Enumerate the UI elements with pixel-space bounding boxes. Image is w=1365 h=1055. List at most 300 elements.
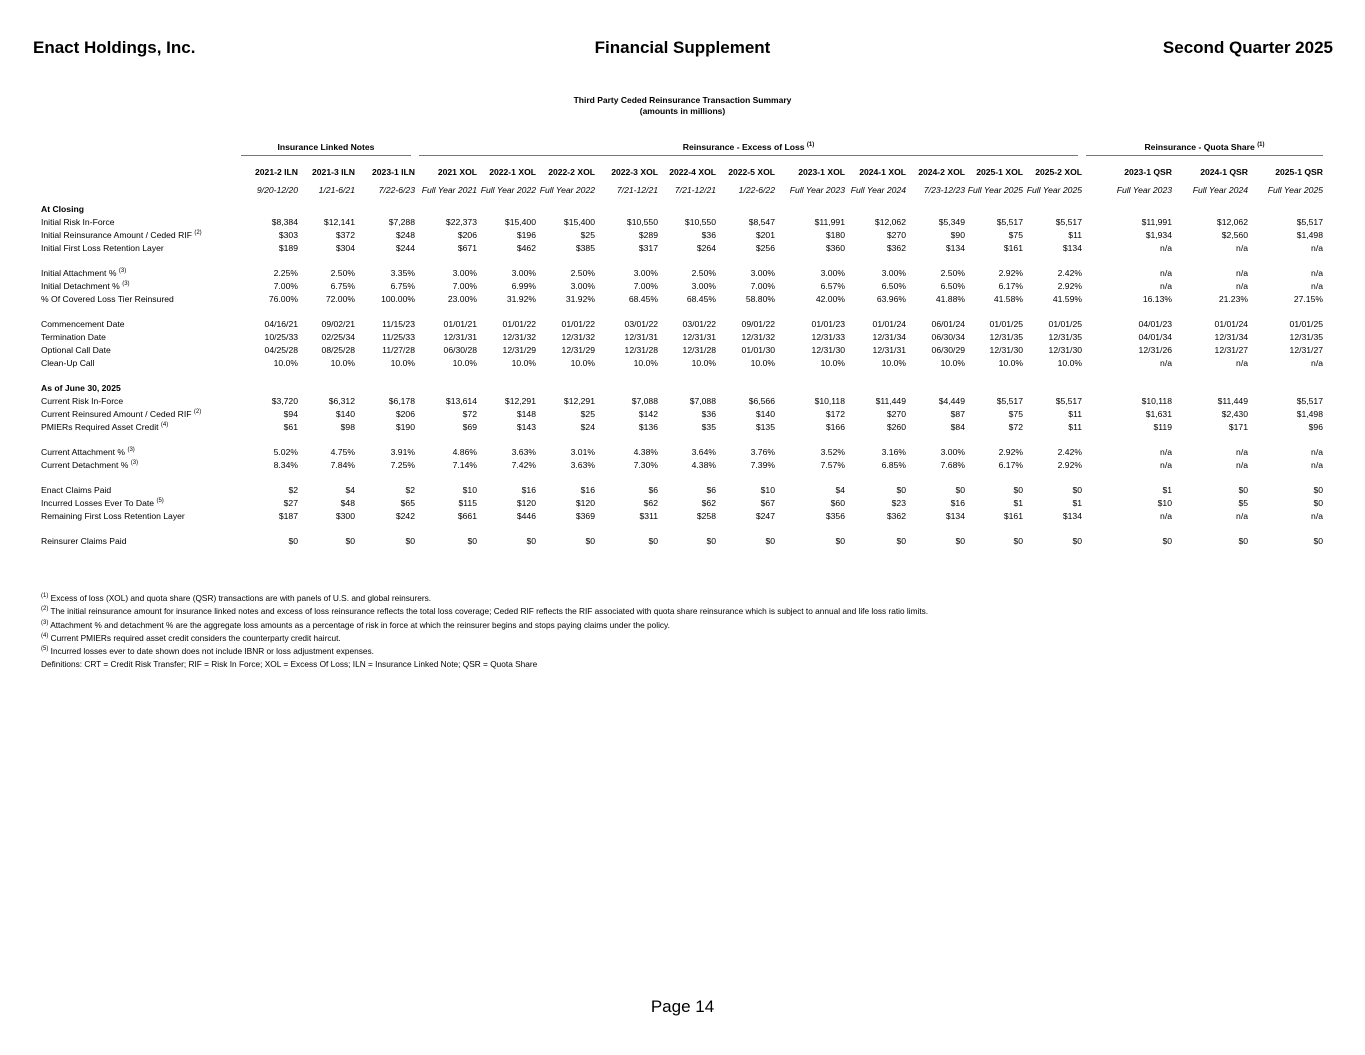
table-cell: 10.0% <box>750 358 775 368</box>
table-cell: $362 <box>886 511 906 521</box>
table-cell: 27.15% <box>1293 294 1323 304</box>
footnote <box>41 592 928 605</box>
table-title: Third Party Ceded Reinsurance Transaction Summary <box>573 95 792 105</box>
table-cell: 6.99% <box>511 281 536 291</box>
table-cell: $190 <box>395 422 415 432</box>
table-cell: 6.75% <box>390 281 415 291</box>
table-row <box>41 534 1323 547</box>
table-cell: $10 <box>462 485 477 495</box>
table-cell: 6.50% <box>940 281 965 291</box>
row-label <box>41 266 241 279</box>
table-cell: $67 <box>760 498 775 508</box>
table-cell: 10.0% <box>820 358 845 368</box>
company-name: Enact Holdings, Inc. <box>33 38 196 57</box>
table-cell: $134 <box>945 511 965 521</box>
column-header: 2024-1 XOL <box>859 167 906 177</box>
footnote <box>41 658 928 671</box>
table-cell: 01/01/22 <box>561 319 595 329</box>
table-cell: 12/31/33 <box>811 332 845 342</box>
table-cell: $1 <box>1162 485 1172 495</box>
table-cell: $2,430 <box>1221 409 1248 419</box>
section-heading-row <box>41 202 1323 215</box>
table-row <box>41 483 1323 496</box>
footnote-ref: (3) <box>130 460 139 466</box>
table-cell: 12/31/31 <box>443 332 477 342</box>
row-label-text: Optional Call Date <box>41 345 111 355</box>
blank-cell <box>41 471 1323 483</box>
table-cell: $25 <box>580 230 595 240</box>
table-cell: $7,088 <box>689 396 716 406</box>
table-cell: $62 <box>701 498 716 508</box>
table-cell: 6.17% <box>998 460 1023 470</box>
table-cell: $148 <box>516 409 536 419</box>
table-cell: $11,991 <box>1141 217 1172 227</box>
table-cell: n/a <box>1160 460 1172 470</box>
blank-cell <box>41 156 241 179</box>
column-period: Full Year 2023 <box>1116 184 1172 195</box>
table-cell: $1,934 <box>1145 230 1172 240</box>
table-cell: $10 <box>1157 498 1172 508</box>
table-cell: 10.0% <box>998 358 1023 368</box>
spacer-row <box>41 254 1323 266</box>
table-cell: $300 <box>335 511 355 521</box>
table-cell: $4 <box>835 485 845 495</box>
row-label <box>41 509 241 522</box>
table-cell: $372 <box>335 230 355 240</box>
row-label-text: PMIERs Required Asset Credit <box>41 422 159 432</box>
table-cell: 2.42% <box>1057 268 1082 278</box>
table-cell: $12,062 <box>1216 217 1248 227</box>
table-cell: $2 <box>405 485 415 495</box>
table-cell: n/a <box>1160 268 1172 278</box>
column-header: 2021-3 ILN <box>312 167 355 177</box>
footnote-text: The initial reinsurance amount for insurance linked notes and excess of loss reinsurance reflects the total loss coverage; Ceded RIF reflects the RIF associated with quota share reinsurance which is subject to annual and life loss ratio limits. <box>50 606 929 617</box>
table-cell: n/a <box>1311 511 1323 521</box>
table-cell: $10,118 <box>814 396 845 406</box>
table-cell: $6 <box>706 485 716 495</box>
table-cell: $84 <box>950 422 965 432</box>
table-cell: 2.50% <box>570 268 595 278</box>
column-name-row <box>41 156 1323 179</box>
section-heading: As of June 30, 2025 <box>41 383 121 393</box>
table-cell: $3,720 <box>271 396 298 406</box>
table-cell: 12/31/29 <box>502 345 536 355</box>
table-cell: 23.00% <box>447 294 477 304</box>
table-cell: $7,088 <box>631 396 658 406</box>
table-cell: 09/02/21 <box>321 319 355 329</box>
table-cell: 08/25/28 <box>321 345 355 355</box>
table-row <box>41 407 1323 420</box>
table-cell: $180 <box>825 230 845 240</box>
table-cell: $134 <box>1062 243 1082 253</box>
spacer-row <box>41 522 1323 534</box>
table-cell: 7.84% <box>330 460 355 470</box>
table-cell: 11/27/28 <box>382 345 415 355</box>
column-period: Full Year 2022 <box>480 184 536 195</box>
table-row <box>41 445 1323 458</box>
column-header: 2023-1 ILN <box>372 167 415 177</box>
table-cell: 2.50% <box>691 268 716 278</box>
table-cell: 12/31/31 <box>682 332 716 342</box>
row-label-text: Initial Risk In-Force <box>41 217 115 227</box>
table-cell: $115 <box>458 498 477 508</box>
table-cell: 01/01/21 <box>443 319 477 329</box>
table-cell: 10.0% <box>330 358 355 368</box>
table-cell: 6.50% <box>881 281 906 291</box>
table-cell: $140 <box>755 409 775 419</box>
row-label-text: Initial First Loss Retention Layer <box>41 243 164 253</box>
column-period: Full Year 2022 <box>539 184 595 195</box>
table-cell: $0 <box>526 536 536 546</box>
table-cell: $0 <box>1313 485 1323 495</box>
footnote-ref: (3) <box>127 447 135 453</box>
table-cell: $98 <box>340 422 355 432</box>
table-cell: 7.14% <box>452 460 477 470</box>
table-cell: 01/01/24 <box>1214 319 1248 329</box>
table-cell: $4 <box>345 485 355 495</box>
table-cell: n/a <box>1236 268 1248 278</box>
table-cell: $94 <box>283 409 298 419</box>
table-cell: $671 <box>457 243 477 253</box>
column-period-row <box>41 178 1323 202</box>
table-cell: $140 <box>335 409 355 419</box>
row-label <box>41 292 241 305</box>
footnote-ref: (2) <box>194 230 202 236</box>
table-cell: $65 <box>400 498 415 508</box>
table-cell: 01/01/24 <box>872 319 906 329</box>
table-cell: $69 <box>462 422 477 432</box>
table-cell: $90 <box>950 230 965 240</box>
table-row <box>41 343 1323 356</box>
table-cell: $72 <box>462 409 477 419</box>
table-row <box>41 458 1323 471</box>
column-header: 2025-1 QSR <box>1275 167 1323 177</box>
table-cell: 6.57% <box>820 281 845 291</box>
table-cell: 3.00% <box>750 268 775 278</box>
table-cell: 58.80% <box>745 294 775 304</box>
section-heading-row <box>41 381 1323 394</box>
column-period: Full Year 2023 <box>789 184 845 195</box>
table-cell: 01/01/30 <box>741 345 775 355</box>
group-header <box>241 139 415 156</box>
table-cell: 3.52% <box>820 447 845 457</box>
table-cell: 4.38% <box>691 460 716 470</box>
table-cell: $0 <box>288 536 298 546</box>
table-cell: 10.0% <box>452 358 477 368</box>
table-cell: 12/31/30 <box>1048 345 1082 355</box>
table-cell: 4.75% <box>330 447 355 457</box>
table-cell: $16 <box>950 498 965 508</box>
table-row <box>41 420 1323 433</box>
row-label <box>41 483 241 496</box>
table-cell: $196 <box>516 230 536 240</box>
table-cell: $24 <box>580 422 595 432</box>
table-cell: 3.00% <box>511 268 536 278</box>
table-cell: $0 <box>467 536 477 546</box>
column-header: 2025-2 XOL <box>1035 167 1082 177</box>
table-cell: $13,614 <box>445 396 477 406</box>
column-header: 2023-1 QSR <box>1124 167 1172 177</box>
table-cell: n/a <box>1311 460 1323 470</box>
table-cell: $161 <box>1003 511 1023 521</box>
row-label-text: Initial Reinsurance Amount / Ceded RIF <box>41 230 192 240</box>
column-period: Full Year 2025 <box>1267 184 1323 195</box>
table-cell: $12,141 <box>323 217 355 227</box>
table-cell: $134 <box>945 243 965 253</box>
table-cell: $244 <box>395 243 415 253</box>
table-cell: 42.00% <box>815 294 845 304</box>
table-cell: 12/31/30 <box>811 345 845 355</box>
column-period: 7/21-12/21 <box>616 184 658 195</box>
table-cell: 12/31/31 <box>872 345 906 355</box>
table-cell: 12/31/32 <box>561 332 595 342</box>
table-cell: $462 <box>516 243 536 253</box>
table-cell: 3.00% <box>940 447 965 457</box>
table-cell: 01/01/25 <box>989 319 1023 329</box>
table-subtitle: (amounts in millions) <box>639 106 726 116</box>
table-cell: $242 <box>395 511 415 521</box>
document-title: Financial Supplement <box>594 38 771 57</box>
table-cell: 21.23% <box>1218 294 1248 304</box>
table-cell: 3.01% <box>570 447 595 457</box>
table-cell: 04/16/21 <box>264 319 298 329</box>
table-cell: n/a <box>1236 243 1248 253</box>
column-period: 7/23-12/23 <box>923 184 965 195</box>
table-cell: 11/25/33 <box>382 332 415 342</box>
table-cell: $661 <box>457 511 477 521</box>
table-row <box>41 330 1323 343</box>
table-cell: 3.00% <box>633 268 658 278</box>
row-label <box>41 356 241 369</box>
table-cell: 12/31/27 <box>1214 345 1248 355</box>
column-period: Full Year 2024 <box>1192 184 1248 195</box>
table-row <box>41 241 1323 254</box>
table-cell: $1,631 <box>1145 409 1172 419</box>
spacer-row <box>41 433 1323 445</box>
table-cell: $5 <box>1238 498 1248 508</box>
table-cell: 12/31/28 <box>682 345 716 355</box>
table-cell: 4.38% <box>633 447 658 457</box>
table-cell: 12/31/34 <box>872 332 906 342</box>
table-cell: 2.92% <box>998 268 1023 278</box>
table-cell: 06/01/24 <box>931 319 965 329</box>
blank-cell <box>41 305 1323 317</box>
table-cell: $12,062 <box>874 217 906 227</box>
table-row <box>41 356 1323 369</box>
blank-cell <box>41 139 241 156</box>
table-cell: 7.57% <box>820 460 845 470</box>
table-cell: $248 <box>395 230 415 240</box>
footnote-ref: (4) <box>160 422 169 428</box>
table-cell: 12/31/27 <box>1289 345 1323 355</box>
footnote-ref: (3) <box>41 619 49 626</box>
table-row <box>41 292 1323 305</box>
column-period: Full Year 2021 <box>421 184 477 195</box>
table-cell: $385 <box>575 243 595 253</box>
table-cell: $0 <box>955 485 965 495</box>
row-label-text: Remaining First Loss Retention Layer <box>41 511 185 521</box>
table-cell: $356 <box>825 511 845 521</box>
table-cell: n/a <box>1311 268 1323 278</box>
table-cell: $0 <box>1238 485 1248 495</box>
table-cell: 03/01/22 <box>682 319 716 329</box>
table-cell: $75 <box>1008 409 1023 419</box>
table-cell: 3.35% <box>390 268 415 278</box>
table-cell: $5,349 <box>938 217 965 227</box>
table-cell: 01/01/23 <box>811 319 845 329</box>
table-cell: $7,288 <box>388 217 415 227</box>
table-cell: $5,517 <box>996 396 1023 406</box>
table-cell: $0 <box>835 536 845 546</box>
footnote-text: Incurred losses ever to date shown does not include IBNR or loss adjustment expenses. <box>50 646 374 657</box>
table-cell: $258 <box>696 511 716 521</box>
table-cell: $0 <box>1072 536 1082 546</box>
table-cell: $0 <box>1313 498 1323 508</box>
table-cell: 6.75% <box>330 281 355 291</box>
table-cell: $6,312 <box>328 396 355 406</box>
table-cell: 10.0% <box>390 358 415 368</box>
column-header: 2024-2 XOL <box>918 167 965 177</box>
table-cell: n/a <box>1236 511 1248 521</box>
table-cell: $360 <box>825 243 845 253</box>
table-cell: 7.68% <box>940 460 965 470</box>
table-cell: 12/31/32 <box>741 332 775 342</box>
table-cell: 7.00% <box>750 281 775 291</box>
table-cell: 3.00% <box>452 268 477 278</box>
group-header <box>415 139 1082 156</box>
footnote-ref: (2) <box>41 606 49 613</box>
row-label <box>41 343 241 356</box>
table-cell: $11,449 <box>875 396 906 406</box>
row-label-text: Current Attachment % <box>41 447 126 457</box>
table-cell: $0 <box>585 536 595 546</box>
row-label <box>41 445 241 458</box>
column-period: 1/22-6/22 <box>738 184 775 195</box>
table-cell: 16.13% <box>1142 294 1172 304</box>
table-cell: $4,449 <box>938 396 965 406</box>
table-cell: $11 <box>1068 230 1082 240</box>
row-label-text: Initial Attachment % <box>41 268 117 278</box>
table-cell: $15,400 <box>504 217 536 227</box>
table-cell: 7.00% <box>273 281 298 291</box>
group-label: Insurance Linked Notes <box>277 142 375 152</box>
table-cell: $12,291 <box>504 396 536 406</box>
row-label <box>41 317 241 330</box>
row-label-text: Reinsurer Claims Paid <box>41 536 127 546</box>
column-header: 2021 XOL <box>437 167 477 177</box>
table-cell: $0 <box>896 485 906 495</box>
row-label <box>41 407 241 420</box>
table-cell: $12,291 <box>563 396 595 406</box>
table-cell: $1 <box>1072 498 1082 508</box>
table-row <box>41 509 1323 522</box>
table-cell: 2.42% <box>1057 447 1082 457</box>
table-cell: $311 <box>639 511 658 521</box>
footnote <box>41 645 928 658</box>
spacer-row <box>41 305 1323 317</box>
table-cell: 3.76% <box>750 447 775 457</box>
table-cell: $256 <box>755 243 775 253</box>
table-cell: $317 <box>638 243 658 253</box>
table-cell: $362 <box>886 243 906 253</box>
table-row <box>41 317 1323 330</box>
table-cell: 06/30/29 <box>931 345 965 355</box>
column-header: 2022-4 XOL <box>669 167 716 177</box>
table-cell: 12/31/35 <box>1048 332 1082 342</box>
column-period: Full Year 2025 <box>1026 184 1082 195</box>
table-cell: 06/30/34 <box>931 332 965 342</box>
table-cell: $0 <box>1162 536 1172 546</box>
table-cell: 04/25/28 <box>264 345 298 355</box>
table-cell: n/a <box>1311 281 1323 291</box>
table-cell: 72.00% <box>325 294 355 304</box>
table-cell: $270 <box>886 230 906 240</box>
column-header: 2024-1 QSR <box>1200 167 1248 177</box>
table-cell: 10.0% <box>691 358 716 368</box>
group-header <box>1082 139 1323 156</box>
table-cell: $5,517 <box>1296 217 1323 227</box>
table-cell: 12/31/31 <box>624 332 658 342</box>
table-cell: $136 <box>638 422 658 432</box>
column-period: Full Year 2024 <box>850 184 906 195</box>
table-cell: $0 <box>765 536 775 546</box>
table-cell: $1,498 <box>1296 409 1323 419</box>
table-cell: 10.0% <box>633 358 658 368</box>
table-cell: 2.50% <box>330 268 355 278</box>
table-row <box>41 279 1323 292</box>
table-cell: 12/31/29 <box>561 345 595 355</box>
table-cell: $72 <box>1008 422 1023 432</box>
table-cell: 41.88% <box>935 294 965 304</box>
table-cell: $10 <box>760 485 775 495</box>
table-cell: $120 <box>516 498 536 508</box>
table-cell: $5,517 <box>996 217 1023 227</box>
table-cell: n/a <box>1311 358 1323 368</box>
table-cell: n/a <box>1311 243 1323 253</box>
column-period: Full Year 2025 <box>967 184 1023 195</box>
table-cell: 7.39% <box>750 460 775 470</box>
table-cell: 2.25% <box>273 268 298 278</box>
footnote-text: Definitions: CRT = Credit Risk Transfer; RIF = Risk In Force; XOL = Excess Of Loss; ILN = Insurance Linked Note; QSR = Quota Share <box>41 659 538 670</box>
row-label-text: Current Risk In-Force <box>41 396 124 406</box>
table-cell: $0 <box>1013 485 1023 495</box>
table-cell: 68.45% <box>628 294 658 304</box>
table-cell: 11/15/23 <box>382 319 415 329</box>
table-row <box>41 496 1323 509</box>
column-header: 2025-1 XOL <box>976 167 1023 177</box>
table-cell: $247 <box>755 511 775 521</box>
table-cell: 01/01/25 <box>1048 319 1082 329</box>
table-cell: 7.25% <box>390 460 415 470</box>
table-cell: 6.17% <box>998 281 1023 291</box>
table-cell: $135 <box>755 422 775 432</box>
table-cell: $0 <box>405 536 415 546</box>
table-cell: 3.63% <box>570 460 595 470</box>
row-label-text: Commencement Date <box>41 319 125 329</box>
table-cell: $96 <box>1308 422 1323 432</box>
table-cell: $142 <box>638 409 658 419</box>
table-cell: 10.0% <box>511 358 536 368</box>
footnote-ref: (1) <box>806 142 815 148</box>
table-cell: $206 <box>457 230 477 240</box>
row-label <box>41 394 241 407</box>
table-cell: $260 <box>886 422 906 432</box>
table-cell: n/a <box>1160 281 1172 291</box>
table-cell: $119 <box>1153 422 1172 432</box>
column-period: 7/22-6/23 <box>378 184 415 195</box>
table-cell: 10.0% <box>570 358 595 368</box>
table-cell: 12/31/35 <box>1289 332 1323 342</box>
